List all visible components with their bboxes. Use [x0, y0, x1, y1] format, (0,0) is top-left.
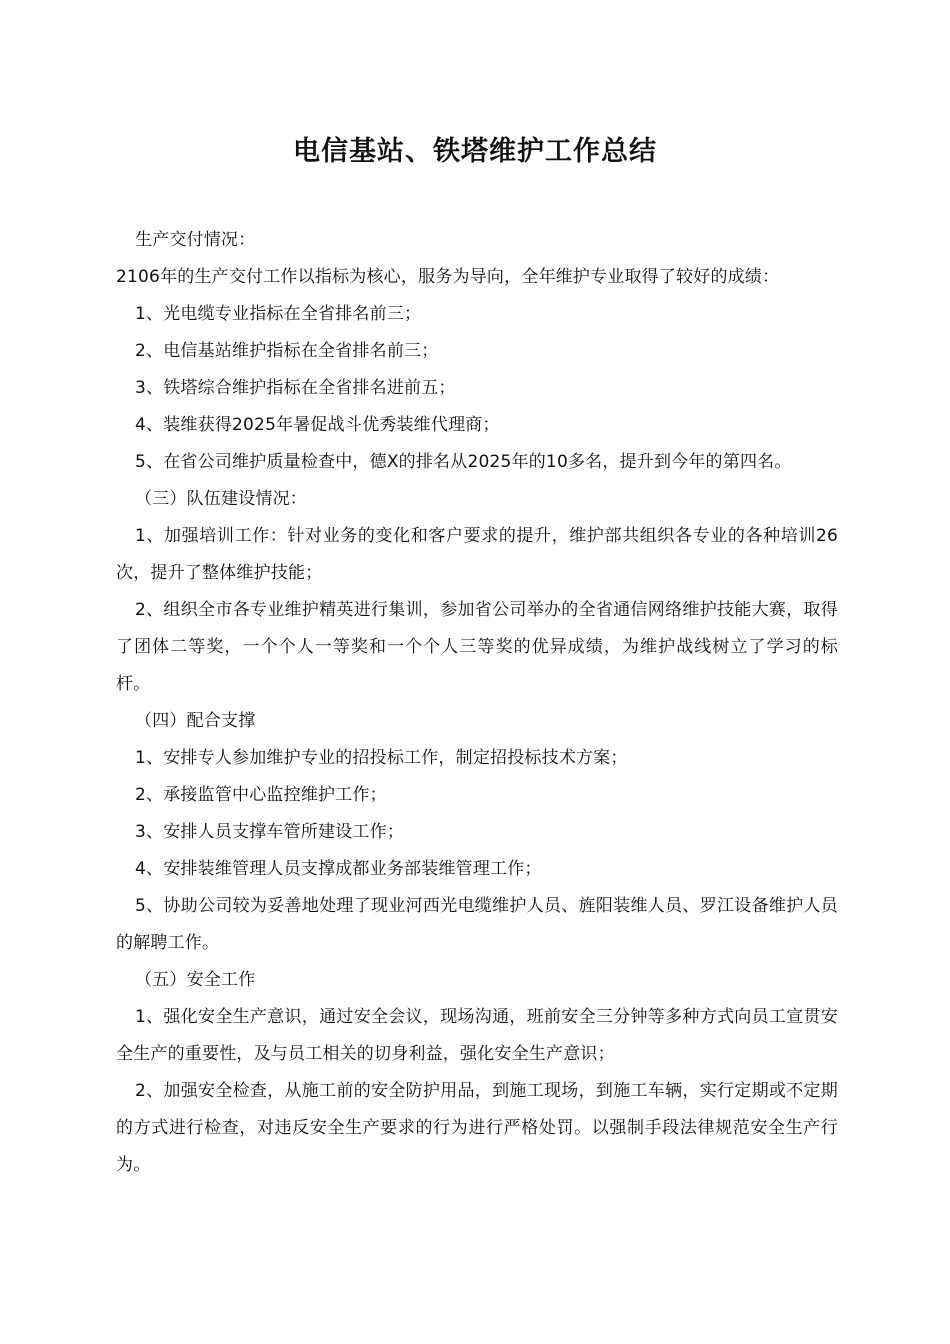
list-item: 4、安排装维管理人员支撑成都业务部装维管理工作；	[135, 859, 542, 879]
list-item: 2、组织全市各专业维护精英进行集训，参加省公司举办的全省通信网络维护技能大赛，取得了团体二等奖，一个个人一等奖和一个个人三等奖的优异成绩，为维护战线树立了学习的标杆。	[116, 600, 838, 694]
list-item: 5、协助公司较为妥善地处理了现业河西光电缆维护人员、旌阳装维人员、罗江设备维护人员的解聘工作。	[116, 896, 838, 953]
document-body	[116, 222, 838, 1184]
list-item: 4、装维获得2025年暑促战斗优秀装维代理商；	[135, 415, 500, 435]
section-heading-production: 生产交付情况：	[135, 230, 256, 250]
list-item: 1、强化安全生产意识，通过安全会议，现场沟通，班前安全三分钟等多种方式向员工宣贯安全生产的重要性，及与员工相关的切身利益，强化安全生产意识；	[116, 1007, 838, 1064]
list-item: 3、铁塔综合维护指标在全省排名进前五；	[135, 378, 456, 398]
list-item: 2、加强安全检查，从施工前的安全防护用品，到施工现场，到施工车辆，实行定期或不定期的方式进行检查，对违反安全生产要求的行为进行严格处罚。以强制手段法律规范安全生产行为。	[116, 1081, 838, 1175]
document-title: 电信基站、铁塔维护工作总结	[293, 136, 657, 167]
section-heading-team: （三）队伍建设情况：	[135, 489, 307, 509]
paragraph-intro: 2106年的生产交付工作以指标为核心，服务为导向，全年维护专业取得了较好的成绩：	[116, 267, 780, 287]
list-item: 2、电信基站维护指标在全省排名前三；	[135, 341, 439, 361]
list-item: 3、安排人员支撑车管所建设工作；	[135, 822, 405, 842]
section-heading-safety: （五）安全工作	[135, 970, 256, 990]
list-item: 1、加强培训工作：针对业务的变化和客户要求的提升，维护部共组织各专业的各种培训26次，提升了整体维护技能；	[116, 526, 838, 583]
list-item: 2、承接监管中心监控维护工作；	[135, 785, 387, 805]
list-item: 5、在省公司维护质量检查中，德X的排名从2025年的10多名，提升到今年的第四名。	[135, 452, 792, 472]
list-item: 1、安排专人参加维护专业的招投标工作，制定招投标技术方案；	[135, 748, 628, 768]
section-heading-support: （四）配合支撑	[135, 711, 256, 731]
list-item: 1、光电缆专业指标在全省排名前三；	[135, 304, 422, 324]
